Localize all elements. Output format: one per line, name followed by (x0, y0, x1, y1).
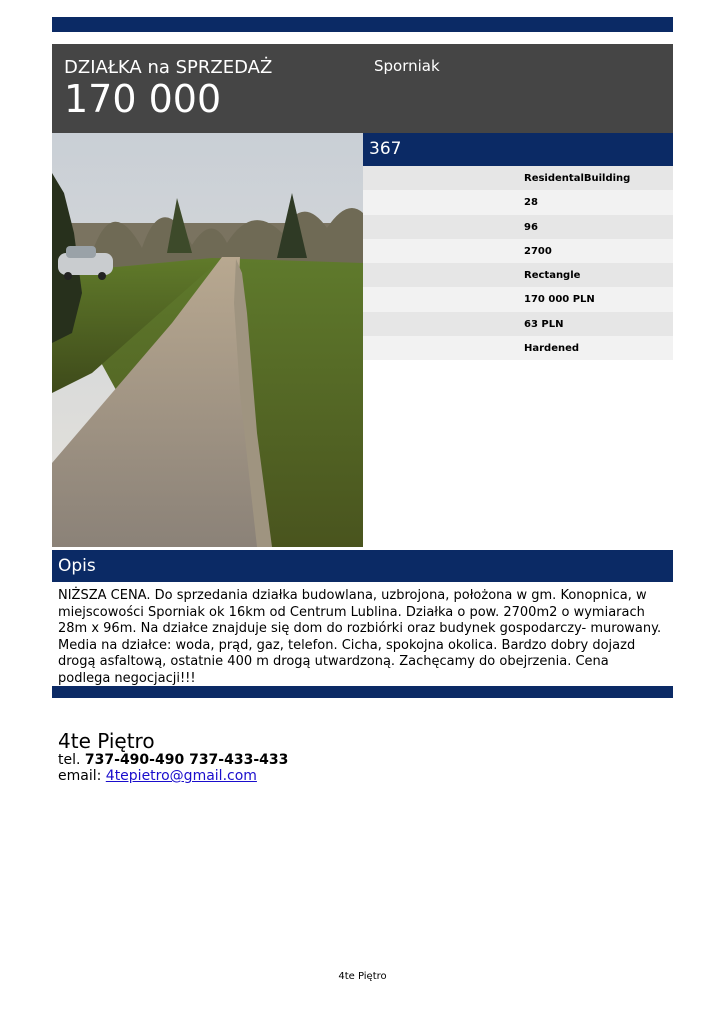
description-heading: Opis (58, 556, 96, 576)
agency-name: 4te Piętro (58, 729, 155, 753)
detail-row (363, 336, 673, 360)
listing-id: 367 (369, 139, 402, 159)
detail-value: 28 (524, 197, 538, 209)
description-text: NIŻSZA CENA. Do sprzedania działka budowlana, uzbrojona, położona w gm. Konopnica, w miejscowości Sporniak ok 16km od Centrum Lublina. Działka o pow. 2700m2 o wymiarach 28m x 96m. Na działce znajduje się dom do rozbiórki oraz budynek gospodarczy- murowany. Media na działce: woda, prąd, gaz, telefon. Cicha, spokojna okolica. Bardzo dobry dojazd drogą asfaltową, ostatnie 400 m drogą utwardzoną. Zachęcamy do obejrzenia. Cena podlega negocjacji!!! (58, 588, 662, 686)
footer-text: 4te Piętro (338, 971, 387, 982)
detail-value: 63 PLN (524, 318, 564, 330)
detail-row (363, 312, 673, 336)
detail-row (363, 166, 673, 190)
detail-value: 170 000 PLN (524, 294, 595, 306)
listing-id-header (363, 133, 673, 166)
detail-value: 2700 (524, 245, 552, 257)
detail-value: Hardened (524, 343, 580, 355)
phone-line (58, 752, 288, 768)
top-accent-bar (52, 17, 673, 32)
location: Sporniak (374, 57, 440, 75)
phone-number[interactable]: 737-490-490 737-433-433 (84, 752, 289, 768)
detail-row (363, 263, 673, 287)
listing-header (52, 44, 673, 133)
section-divider-bar (52, 686, 673, 698)
detail-row (363, 287, 673, 311)
details-table (363, 166, 673, 360)
detail-value: ResidentalBuilding (524, 173, 631, 184)
offer-type: DZIAŁKA na SPRZEDAŻ (64, 57, 273, 78)
detail-value: Rectangle (524, 270, 581, 282)
email-link[interactable]: 4tepietro@gmail.com (105, 768, 257, 784)
detail-row (363, 215, 673, 239)
listing-photo (52, 133, 363, 547)
detail-value: 96 (524, 221, 538, 233)
detail-row (363, 239, 673, 263)
email-label: email: (58, 768, 102, 784)
description-header (52, 550, 673, 582)
phone-label: tel. (58, 752, 81, 768)
email-line (58, 768, 257, 784)
price: 170 000 (64, 77, 222, 121)
detail-row (363, 190, 673, 214)
